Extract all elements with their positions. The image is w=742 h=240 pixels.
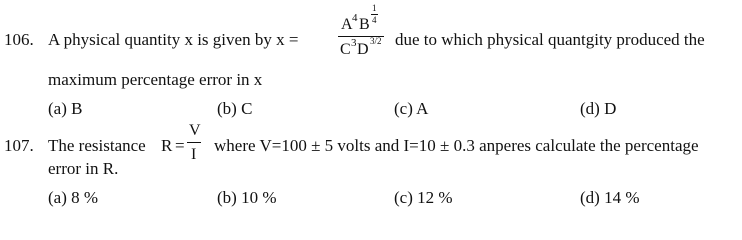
- question-text-cont: due to which physical quantgity produced the: [395, 30, 705, 49]
- option-d: (d) 14 %: [580, 188, 640, 207]
- option-a: (a) B: [48, 99, 83, 118]
- numerator-base-a: A: [341, 16, 353, 33]
- formula-r: R: [161, 136, 173, 155]
- question-text: The resistance: [48, 136, 146, 155]
- fraction-numerator-v: V: [189, 122, 201, 139]
- numerator-base-b: B: [359, 16, 370, 33]
- question-text-line2: error in R.: [48, 159, 119, 178]
- option-c: (c) A: [394, 99, 429, 118]
- numerator-exp-a: 4: [352, 12, 358, 24]
- question-number: 106.: [4, 30, 34, 49]
- denominator-exp-c: 3: [351, 37, 357, 49]
- fraction-denominator-i: I: [191, 146, 197, 163]
- denominator-base-c: C: [340, 41, 351, 58]
- question-text-line2: maximum percentage error in x: [48, 70, 263, 89]
- option-b: (b) 10 %: [217, 188, 277, 207]
- numerator-exp-b-den: 4: [372, 15, 377, 25]
- option-b: (b) C: [217, 99, 253, 118]
- question-number: 107.: [4, 136, 34, 155]
- question-text-cont: where V=100 ± 5 volts and I=10 ± 0.3 anperes calculate the percentage: [214, 136, 699, 155]
- option-d: (d) D: [580, 99, 617, 118]
- denominator-exp-d: 3/2: [370, 36, 382, 46]
- numerator-exp-b-num: 1: [372, 3, 377, 13]
- denominator-base-d: D: [357, 41, 369, 58]
- fraction-bar: [187, 142, 201, 143]
- formula-equals: =: [175, 136, 185, 155]
- option-c: (c) 12 %: [394, 188, 453, 207]
- question-text: A physical quantity x is given by x =: [48, 30, 299, 49]
- option-a: (a) 8 %: [48, 188, 99, 207]
